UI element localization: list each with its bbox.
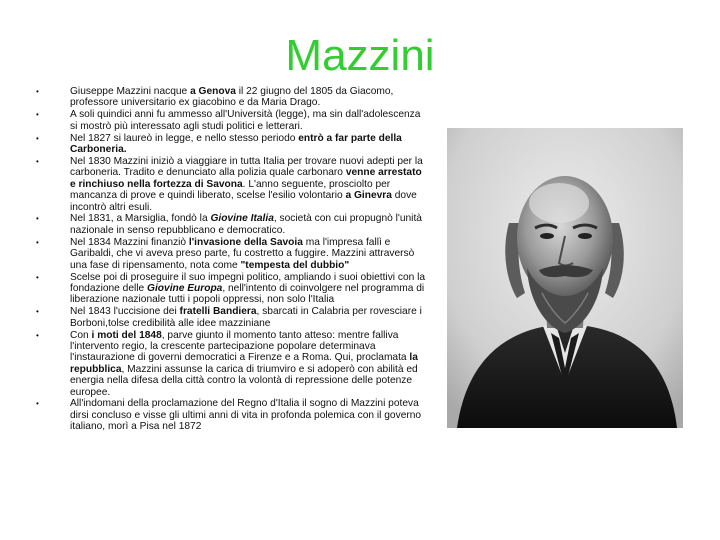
bullet-item <box>36 133 426 156</box>
bullet-item <box>36 306 426 329</box>
slide-title: Mazzini <box>285 31 435 80</box>
bullet-text: , società con cui propugnò l'unità nazionale in senso repubblicano e democratico. <box>70 213 422 236</box>
bullet-item <box>36 86 426 109</box>
bullet-text: Nel 1843 l'uccisione dei <box>70 306 180 318</box>
bullet-text: . L'anno seguente, prosciolto per mancanza di prove e quindi liberato, scelse l'esilio volontario <box>70 178 391 202</box>
bullet-text: Con <box>70 329 92 341</box>
bullet-text: Nel 1831, a Marsiglia, fondò la <box>70 213 211 225</box>
bullet-item <box>36 237 426 271</box>
bullet-text: , parve giunto il momento tanto atteso: mentre falliva l'intervento regio, la crescente partecipazione popolare determinava l'instaurazione di governi democratici a Firenze e a Roma. Qui, proclamata <box>70 329 410 364</box>
bullet-text: la repubblica <box>70 352 418 375</box>
bullet-text: entrò a far parte della Carboneria. <box>70 132 402 156</box>
bullet-text: a Genova <box>190 86 236 97</box>
bullet-text: Giovine Europa <box>147 282 223 294</box>
bullet-item <box>36 213 426 236</box>
bullet-dot-icon: • <box>36 156 39 166</box>
bullet-dot-icon: • <box>36 399 39 409</box>
bullet-text: dove incontrò altri esuli. <box>70 190 417 213</box>
bullet-text: "tempesta del dubbio" <box>240 259 350 271</box>
bullet-item <box>36 156 426 213</box>
bullet-dot-icon: • <box>36 307 39 317</box>
bullet-text: , Mazzini assunse la carica di triumviro e si adoperò con abilità ed energia nella difesa della città contro la volontà di repressione delle potenze europee. <box>70 363 418 398</box>
bullet-text: i moti del 1848 <box>91 329 162 341</box>
bullet-list <box>36 86 426 433</box>
bullet-text: , sbarcati in Calabria per rovesciare i Borboni,tolse credibilità alle idee mazziniane <box>70 306 422 329</box>
bullet-text: fratelli Bandiera <box>179 306 257 318</box>
portrait-photo-icon <box>447 128 683 428</box>
bullet-item <box>36 398 426 432</box>
bullet-text: Giovine Italia <box>210 213 274 225</box>
bullet-text: a Ginevra <box>345 190 392 202</box>
bullet-text: Nel 1827 si laureò in legge, e nello stesso periodo <box>70 132 299 144</box>
bullet-dot-icon: • <box>36 272 39 282</box>
bullet-dot-icon: • <box>36 214 39 224</box>
bullet-text: ma l'impresa fallì e Garibaldi, che vi aveva preso parte, fu costretto a fuggire. Mazzini attraversò una fase di ripensamento, nota come <box>70 236 415 271</box>
bullet-dot-icon: • <box>36 87 39 96</box>
bullet-text: Scelse poi di proseguire il suo impegni politico, ampliando i suoi obiettivi con la fondazione delle <box>70 271 426 294</box>
bullet-item <box>36 330 426 398</box>
bullet-text: Nel 1834 Mazzini finanziò <box>70 236 189 248</box>
bullet-text: A soli quindici anni fu ammesso all'Università (legge), ma sin dall'adolescenza si mostrò più interessato agli studi politici e letterari. <box>70 109 421 132</box>
bullet-text: il 22 giugno del 1805 da Giacomo, professore universitario ex giacobino e da Maria Drago. <box>70 86 394 109</box>
bullet-dot-icon: • <box>36 110 39 120</box>
bullet-text: Nel 1830 Mazzini iniziò a viaggiare in tutta Italia per trovare nuovi adepti per la carboneria. Tradito e denunciato alla polizia quale carbonaro <box>70 155 423 179</box>
bullet-item <box>36 272 426 306</box>
bullet-text: All'indomani della proclamazione del Regno d'Italia il sogno di Mazzini poteva dirsi concluso e visse gli ultimi anni di vita in profonda polemica con il governo italiano, morì a Pisa nel 1872 <box>70 398 422 433</box>
bullet-text: venne arrestato e rinchiuso nella fortezza di Savona <box>70 167 422 190</box>
bullet-item <box>36 109 426 132</box>
bullet-dot-icon: • <box>36 330 39 340</box>
bullet-text: Giuseppe Mazzini nacque <box>70 86 191 97</box>
bullet-text: , nell'intento di coinvolgere nel programma di liberazione nazionale tutti i popoli oppressi, non solo l'Italia <box>70 282 425 306</box>
bullet-text: l'invasione della Savoia <box>188 236 303 248</box>
bullet-dot-icon: • <box>36 133 39 143</box>
bullet-dot-icon: • <box>36 237 39 247</box>
